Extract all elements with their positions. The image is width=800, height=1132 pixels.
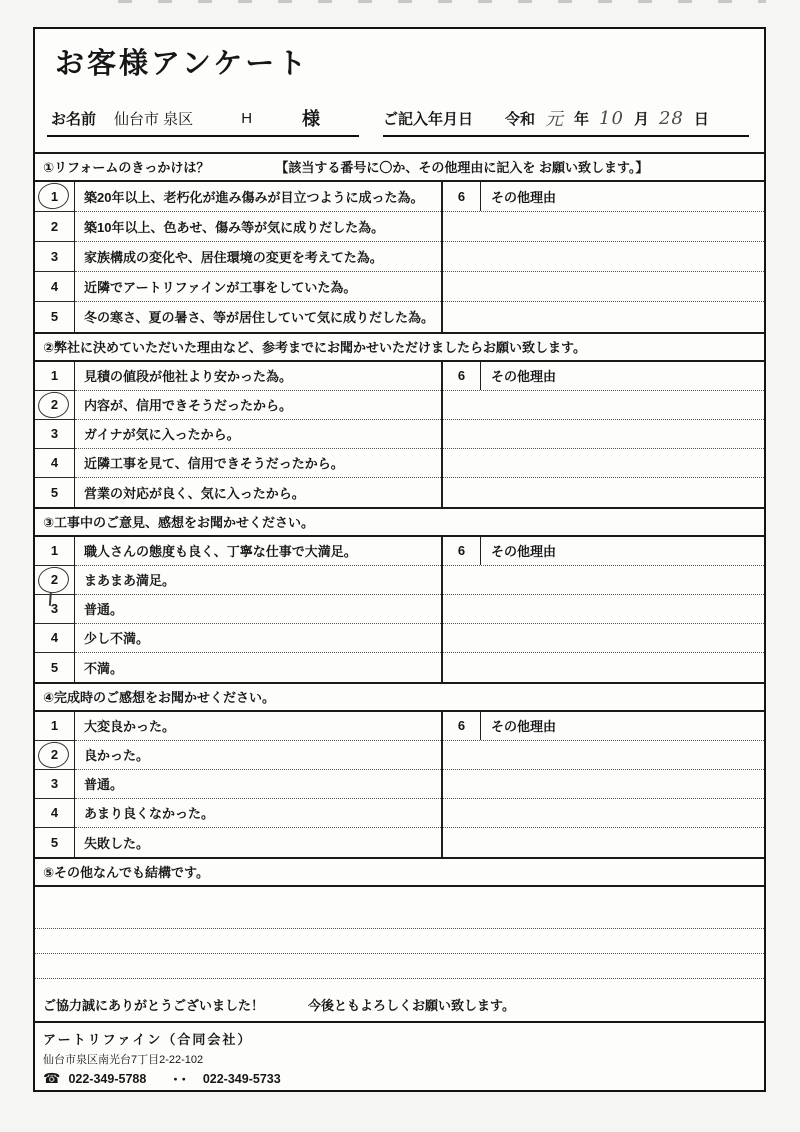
- other-reason-row: [443, 242, 764, 272]
- option-number: 4: [35, 449, 75, 478]
- other-reason-row: [443, 391, 764, 420]
- handwritten-day: 28: [658, 107, 684, 129]
- option-row: [35, 828, 441, 857]
- option-text: 冬の寒さ、夏の暑さ、等が居住していて気に成りだした為。: [84, 310, 434, 325]
- option-row: [35, 624, 441, 653]
- options-column: [35, 537, 441, 682]
- section-instruction-note: 【該当する番号に〇か、その他理由に記入を お願い致します。】: [275, 160, 649, 175]
- name-label: お名前: [51, 110, 97, 128]
- option-text: 少し不満。: [75, 624, 441, 653]
- date-line: [383, 101, 749, 137]
- option-text: 失敗した。: [84, 835, 150, 851]
- day-suffix: 日: [693, 110, 709, 128]
- year-suffix: 年: [574, 110, 590, 128]
- option-number: 3: [35, 595, 75, 624]
- handwritten-era-year: 元: [545, 109, 565, 130]
- company-name: アートリファイン（合同会社）: [43, 1031, 253, 1047]
- other-reason-row: [443, 624, 764, 653]
- month-suffix: 月: [633, 110, 649, 128]
- option-row: [35, 799, 441, 828]
- other-reason-row: [443, 741, 764, 770]
- other-reason-row: [443, 212, 764, 242]
- other-reason-label: その他理由: [491, 719, 557, 734]
- other-reason-number: 6: [443, 182, 481, 211]
- phone-number: 022-349-5788: [68, 1071, 147, 1086]
- other-reason-row: [443, 302, 764, 332]
- other-reason-row: [443, 478, 764, 507]
- option-number: 1: [35, 537, 75, 566]
- honorific-label: 様: [302, 109, 321, 129]
- option-row: [35, 420, 441, 449]
- option-number: 4: [35, 272, 75, 302]
- section-body: [35, 537, 764, 682]
- option-row: [35, 449, 441, 478]
- other-reason-column: [441, 182, 764, 332]
- option-text: ガイナが気に入ったから。: [75, 420, 441, 449]
- section-3-header: [35, 507, 764, 537]
- section-1-header: [35, 152, 764, 182]
- section-4-header: [35, 682, 764, 712]
- options-column: [35, 362, 441, 507]
- section-4: [35, 682, 764, 857]
- date-label: ご記入年月日: [383, 110, 474, 128]
- other-reason-row: [443, 770, 764, 799]
- other-reason-column: [441, 537, 764, 682]
- option-text: 営業の対応が良く、気に入ったから。: [84, 485, 305, 501]
- other-reason-row: [443, 272, 764, 302]
- other-reason-column: [441, 362, 764, 507]
- free-comment-line: [35, 929, 764, 954]
- other-reason-label: その他理由: [491, 544, 557, 559]
- company-footer: [35, 1023, 764, 1088]
- company-address: 仙台市泉区南光台7丁目2-22-102: [43, 1053, 204, 1066]
- option-text: 築20年以上、老朽化が進み傷みが目立つように成った為。: [75, 182, 441, 212]
- section-1: [35, 152, 764, 332]
- handwritten-circle-mark: [36, 180, 71, 211]
- name-value: 仙台市 泉区: [114, 110, 194, 128]
- fax-mark: ･･: [172, 1072, 189, 1087]
- option-number: 2: [35, 566, 75, 595]
- option-number: 5: [35, 653, 75, 682]
- handwritten-circle-mark: [36, 739, 71, 770]
- option-text: 家族構成の変化や、居住環境の変更を考えてた為。: [75, 242, 441, 272]
- scan-noise-artifact: [118, 0, 766, 3]
- page-title: お客様アンケート: [55, 48, 310, 80]
- options-column: [35, 712, 441, 857]
- section-body: [35, 362, 764, 507]
- section-3: [35, 507, 764, 682]
- section-title: ①リフォームのきっかけは？: [43, 160, 210, 175]
- followup-text: 今後ともよろしくお願い致します。: [308, 998, 515, 1013]
- other-reason-row: [443, 566, 764, 595]
- option-number: 3: [35, 420, 75, 449]
- section-5-header: [35, 857, 764, 887]
- free-comment-line: [35, 887, 764, 929]
- other-reason-label: その他理由: [491, 369, 557, 384]
- option-row: [35, 712, 441, 741]
- option-row: [35, 537, 441, 566]
- other-reason-column: [441, 712, 764, 857]
- section-body: [35, 712, 764, 857]
- telephone-icon: ☎: [43, 1070, 61, 1086]
- question-sections: [35, 152, 764, 857]
- era-label: 令和: [505, 110, 536, 128]
- form-header: [35, 29, 764, 152]
- other-reason-row: [443, 799, 764, 828]
- option-row: [35, 478, 441, 507]
- option-row: [35, 770, 441, 799]
- option-row: [35, 272, 441, 302]
- option-row: [35, 362, 441, 391]
- option-row: [35, 302, 441, 332]
- option-number: 5: [35, 478, 75, 507]
- other-reason-row: [443, 653, 764, 682]
- option-number: 5: [35, 828, 75, 857]
- option-number: 1: [35, 182, 75, 212]
- option-number: 4: [35, 799, 75, 828]
- section-title: ③工事中のご意見、感想をお聞かせください。: [43, 515, 315, 530]
- option-text: 普通。: [75, 770, 441, 799]
- phone-line: [43, 1070, 756, 1088]
- other-reason-row: [443, 712, 764, 741]
- name-initial: H: [241, 109, 253, 127]
- name-line: [47, 101, 359, 137]
- other-reason-row: [443, 362, 764, 391]
- section-2-header: [35, 332, 764, 362]
- options-column: [35, 182, 441, 332]
- option-number: 3: [35, 242, 75, 272]
- option-text: 築10年以上、色あせ、傷み等が気に成りだした為。: [75, 212, 441, 242]
- option-text: 普通。: [75, 595, 441, 624]
- option-row: [35, 566, 441, 595]
- option-text: まあまあ満足。: [75, 566, 441, 595]
- other-reason-row: [443, 449, 764, 478]
- option-text: あまり良くなかった。: [75, 799, 441, 828]
- survey-form-page: [33, 27, 766, 1092]
- option-row: [35, 741, 441, 770]
- other-reason-number: 6: [443, 362, 481, 390]
- other-reason-row: [443, 182, 764, 212]
- handwritten-circle-mark: [36, 564, 71, 595]
- section-5-title: ⑤その他なんでも結構です。: [43, 865, 209, 880]
- other-reason-number: 6: [443, 712, 481, 740]
- option-row: [35, 212, 441, 242]
- option-row: [35, 242, 441, 272]
- thanks-text: ご協力誠にありがとうございました！: [43, 998, 265, 1013]
- option-number: 2: [35, 212, 75, 242]
- option-number: 3: [35, 770, 75, 799]
- handwritten-month: 10: [599, 107, 624, 129]
- other-reason-row: [443, 420, 764, 449]
- option-text: 近隣でアートリファインが工事をしていた為。: [75, 272, 441, 302]
- other-reason-row: [443, 537, 764, 566]
- option-number: 4: [35, 624, 75, 653]
- option-number: 1: [35, 362, 75, 391]
- option-number: 2: [35, 391, 75, 420]
- option-text: 見積の値段が他社より安かった為。: [75, 362, 441, 391]
- other-reason-number: 6: [443, 537, 481, 565]
- option-text: 職人さんの態度も良く、丁寧な仕事で大満足。: [75, 537, 441, 566]
- option-row: [35, 653, 441, 682]
- option-row: [35, 595, 441, 624]
- option-row: [35, 391, 441, 420]
- section-body: [35, 182, 764, 332]
- section-2: [35, 332, 764, 507]
- option-text: 内容が、信用できそうだったから。: [75, 391, 441, 420]
- free-comment-line: [35, 954, 764, 979]
- handwritten-circle-mark: [36, 389, 71, 420]
- other-reason-row: [443, 828, 764, 857]
- section-title: ④完成時のご感想をお聞かせください。: [43, 690, 276, 705]
- other-reason-row: [443, 595, 764, 624]
- other-reason-label: その他理由: [491, 189, 557, 205]
- fax-number: 022-349-5733: [202, 1071, 281, 1086]
- option-text: 良かった。: [75, 741, 441, 770]
- option-number: 2: [35, 741, 75, 770]
- option-text: 近隣工事を見て、信用できそうだったから。: [75, 449, 441, 478]
- section-title: ②弊社に決めていただいた理由など、参考までにお聞かせいただけましたらお願い致します。: [43, 340, 586, 355]
- option-row: [35, 182, 441, 212]
- option-text: 不満。: [84, 660, 124, 676]
- option-number: 5: [35, 302, 75, 332]
- option-text: 大変良かった。: [75, 712, 441, 741]
- closing-message: [35, 979, 764, 1023]
- option-number: 1: [35, 712, 75, 741]
